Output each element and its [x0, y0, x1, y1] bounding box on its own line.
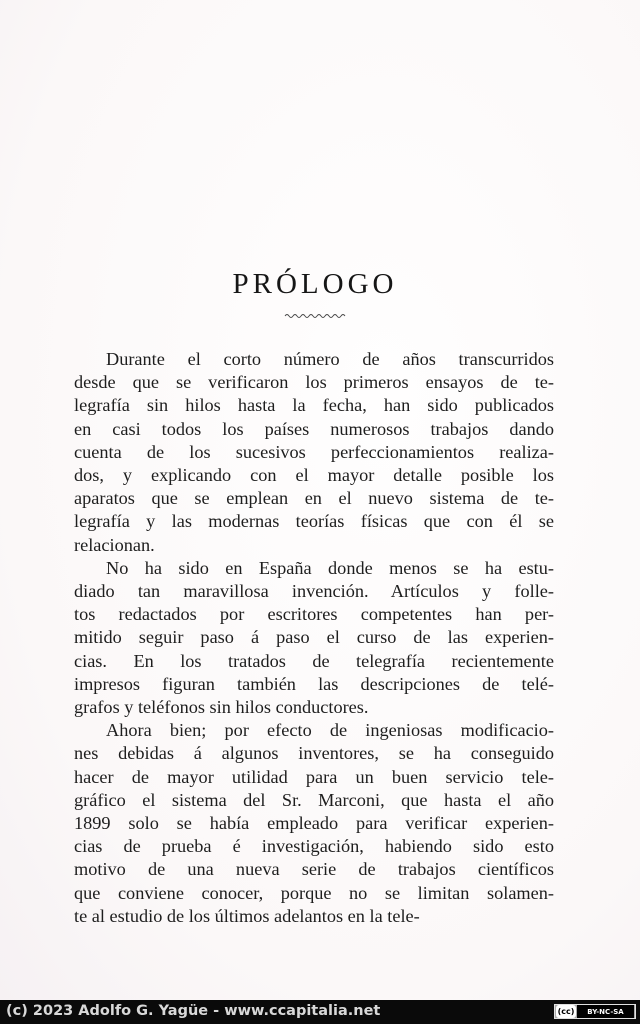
text-line: gráfico el sistema del Sr. Marconi, que hasta el año — [74, 789, 554, 810]
text-line: Ahora bien; por efecto de ingeniosas modificacio- — [106, 720, 554, 741]
text-line: dos, y explicando con el mayor detalle posible los — [74, 465, 554, 486]
footer-bar — [0, 1000, 640, 1024]
text-line: legrafía sin hilos hasta la fecha, han sido publicados — [74, 395, 554, 416]
text-line: diado tan maravillosa invención. Artículos y folle- — [74, 581, 554, 602]
text-line: tos redactados por escritores competentes han per- — [74, 604, 554, 625]
creative-commons-icon: (cc) — [557, 1007, 575, 1016]
text-line: impresos figuran también las descripciones de telé- — [74, 673, 554, 694]
text-line: nes debidas á algunos inventores, se ha conseguido — [74, 743, 554, 764]
text-line: mitido seguir paso á paso el curso de las experien- — [74, 627, 554, 648]
paragraph — [74, 719, 554, 928]
text-line: No ha sido en España donde menos se ha estu- — [106, 557, 554, 578]
cc-license-badge[interactable] — [554, 1004, 636, 1019]
text-line: aparatos que se emplean en el nuevo sistema de te- — [74, 488, 554, 509]
text-line: relacionan. — [74, 534, 155, 555]
text-line: te al estudio de los últimos adelantos en la tele- — [74, 905, 420, 926]
text-line: que conviene conocer, porque no se limitan solamen- — [74, 882, 554, 903]
text-line: motivo de una nueva serie de trabajos científicos — [74, 859, 554, 880]
text-line: Durante el corto número de años transcurridos — [106, 349, 554, 369]
text-line: desde que se verificaron los primeros ensayos de te- — [74, 372, 554, 393]
text-line: cias. En los tratados de telegrafía recientemente — [74, 650, 554, 671]
text-line: legrafía y las modernas teorías físicas que con él se — [74, 511, 554, 532]
license-terms: BY-NC-SA — [577, 1005, 634, 1018]
text-line: grafos y teléfonos sin hilos conductores. — [74, 697, 369, 718]
text-line: cias de prueba é investigación, habiendo sido esto — [74, 836, 554, 857]
text-line: en casi todos los países numerosos trabajos dando — [74, 418, 554, 439]
text-line: 1899 solo se había empleado para verificar experien- — [74, 813, 554, 834]
text-line: hacer de mayor utilidad para un buen servicio tele- — [74, 766, 554, 787]
paragraph — [74, 348, 554, 557]
text-line: cuenta de los sucesivos perfeccionamientos realiza- — [74, 441, 554, 462]
prologue-text — [74, 348, 554, 928]
page-title: PRÓLOGO — [232, 268, 398, 300]
copyright-credit: (c) 2023 Adolfo G. Yagüe - www.ccapitalia.net — [6, 1003, 381, 1019]
paragraph — [74, 557, 554, 719]
wavy-rule-ornament-icon — [284, 312, 346, 320]
